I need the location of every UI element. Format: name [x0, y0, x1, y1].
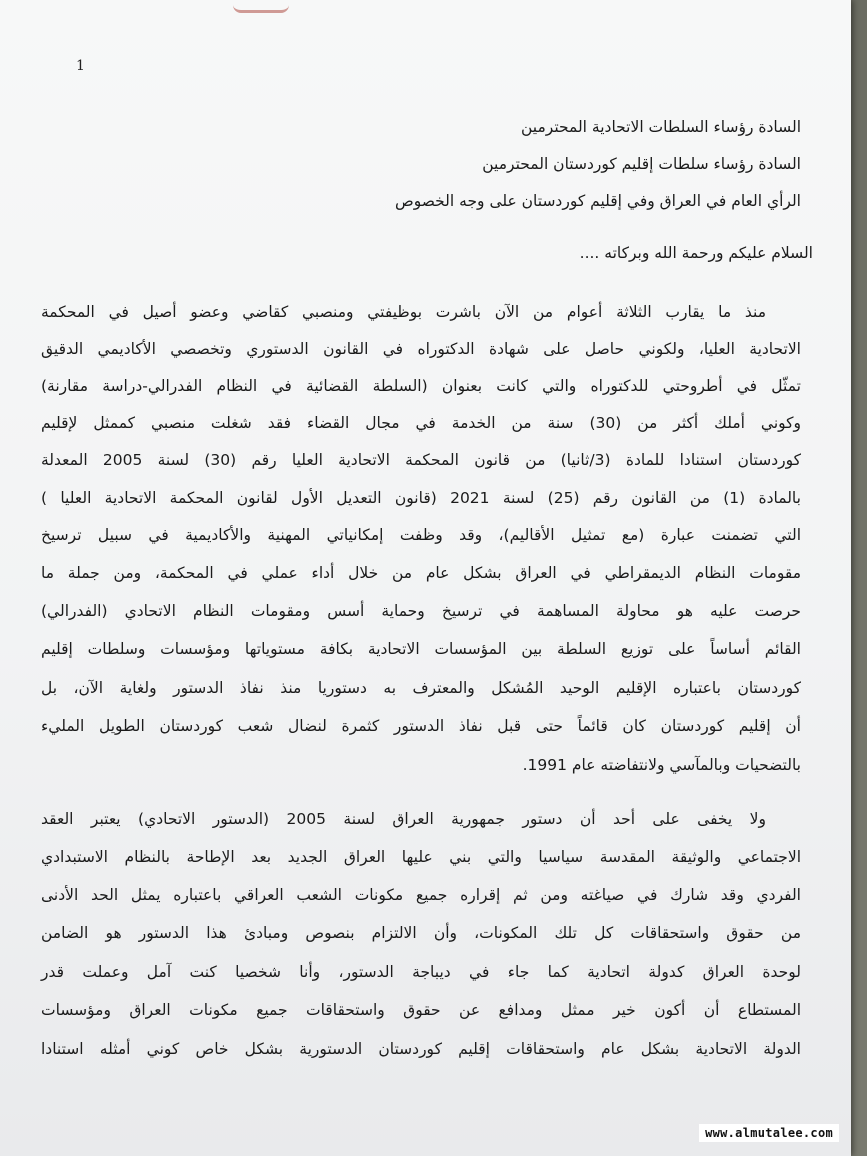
addressee-line: السادة رؤساء السلطات الاتحادية المحترمين	[520, 118, 801, 136]
paragraph-line: حرصت عليه هو محاولة المساهمة في ترسيخ وحماية أسس ومقومات النظام الاتحادي (الفدرالي)	[41, 602, 801, 620]
paragraph-line: الدولة الاتحادية بشكل عام واستحقاقات إقليم كوردستان الدستورية بشكل خاص كوني أمثله استنادا	[41, 1040, 801, 1058]
paragraph-line: الاجتماعي والوثيقة المقدسة سياسيا والتي بني عليها العراق الجديد بعد الإطاحة بالنظام الاستبدادي	[41, 848, 801, 866]
addressee-line: السادة رؤساء سلطات إقليم كوردستان المحترمين	[482, 155, 801, 173]
paragraph-line: منذ ما يقارب الثلاثة أعوام من الآن باشرت بوظيفتي ومنصبي كقاضي وعضو أصيل في المحكمة	[41, 303, 766, 321]
paragraph-line: الفردي وقد شارك في صياغته ومن ثم إقراره جميع مكونات الشعب العراقي باعتباره يمثل الحد الأدنى	[41, 886, 801, 904]
paragraph-line: كوردستان استنادا للمادة (3/ثانيا) من قانون المحكمة الاتحادية العليا رقم (30) لسنة 2005 المعدلة	[41, 451, 801, 469]
paragraph-line: الاتحادية العليا، ولكوني حاصل على شهادة الدكتوراه في القانون الدستوري وتخصصي الأكاديمي الدقيق	[41, 340, 801, 358]
site-watermark: www.almutalee.com	[699, 1124, 839, 1142]
paragraph-line: ولا يخفى على أحد أن دستور جمهورية العراق لسنة 2005 (الدستور الاتحادي) يعتبر العقد	[41, 810, 766, 828]
addressee-line: الرأي العام في العراق وفي إقليم كوردستان على وجه الخصوص	[394, 192, 801, 210]
greeting: السلام عليكم ورحمة الله وبركاته ....	[579, 244, 813, 262]
paragraph-line: بالتضحيات وبالمآسي ولانتفاضته عام 1991.	[522, 756, 801, 774]
paper-clip-mark	[233, 0, 289, 13]
paragraph-line: من حقوق واستحقاقات كل تلك المكونات، وأن الالتزام بنصوص ومبادئ هذا الدستور هو الضامن	[41, 924, 801, 942]
paragraph-line: بالمادة (1) من القانون رقم (25) لسنة 2021 (قانون التعديل الأول لقانون المحكمة الاتحادية العليا )	[41, 489, 801, 507]
paragraph-line: التي تضمنت عبارة (مع تمثيل الأقاليم)، وقد وظفت إمكانياتي المهنية والأكاديمية في سبيل ترسيخ	[41, 526, 801, 544]
paragraph-line: وكوني أملك أكثر من (30) سنة من الخدمة في مجال القضاء فقد شغلت منصبي كممثل لإقليم	[41, 414, 802, 432]
paragraph-line: تمثّل في أطروحتي للدكتوراه والتي كانت بعنوان (السلطة القضائية في النظام الفدرالي-دراسة مقارنة)	[41, 377, 801, 395]
paragraph-line: كوردستان باعتباره الإقليم الوحيد المُشكل والمعترف به دستوريا منذ نفاذ الدستور ولغاية الآن، بل	[41, 679, 801, 697]
paragraph-line: المستطاع أن أكون خير ممثل ومدافع عن حقوق واستحقاقات جميع مكونات العراق ومؤسسات	[41, 1001, 801, 1019]
paragraph-line: أن إقليم كوردستان كان قائماً حتى قبل نفاذ الدستور كثمرة لنضال شعب كوردستان الطويل المليء	[41, 717, 801, 735]
paragraph-line: مقومات النظام الديمقراطي في العراق بشكل عام من خلال أداء عملي في المحكمة، ومن جملة ما	[41, 564, 801, 582]
paragraph-line: لوحدة العراق كدولة اتحادية كما جاء في ديباجة الدستور، وأنا شخصيا كنت آمل وعملت قدر	[41, 963, 801, 981]
paragraph-line: القائم أساساً على توزيع السلطة بين المؤسسات الاتحادية بكافة مستوياتها ومؤسسات وسلطات إقليم	[41, 640, 801, 658]
page-number: 1	[76, 58, 85, 74]
